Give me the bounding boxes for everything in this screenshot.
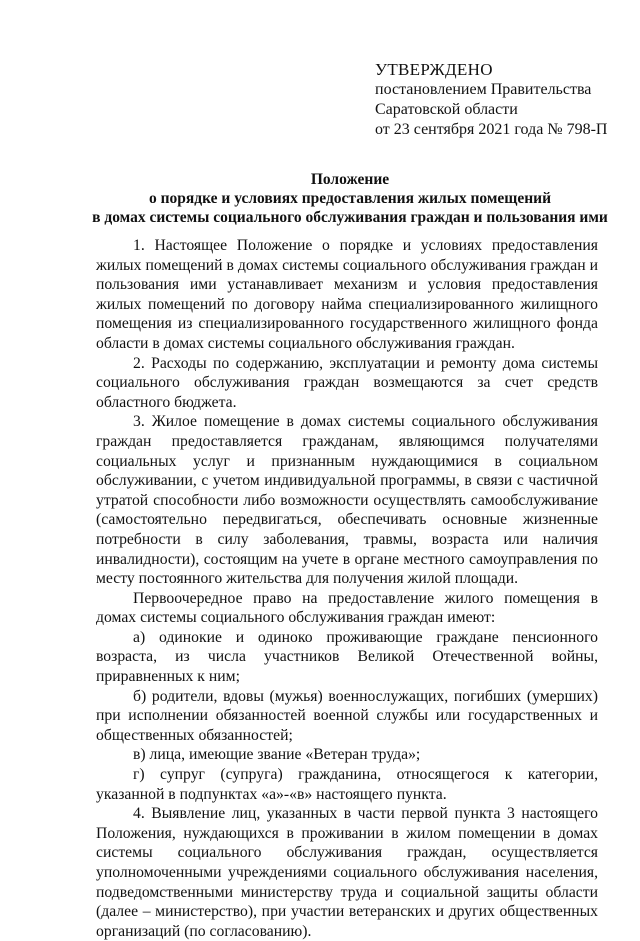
approval-line-3: от 23 сентября 2021 года № 798-П xyxy=(375,121,608,138)
title-line-1: Положение xyxy=(310,171,390,188)
approval-line-1: постановлением Правительства xyxy=(375,81,592,98)
paragraph-2: 2. Расходы по содержанию, эксплуатации и ремонту дома системы социального обслуживания граждан возмещаются за счет средств областного бюджета. xyxy=(96,354,598,411)
subitem-a: а) одинокие и одиноко проживающие граждане пенсионного возраста, из числа участников Великой Отечественной войны, приравненных к ним; xyxy=(96,628,598,686)
subitem-b: б) родители, вдовы (мужья) военнослужащих, погибших (умерших) при исполнении обязанностей военной службы или государственных и общественных обязанностей; xyxy=(96,687,598,744)
subitem-v: в) лица, имеющие звание «Ветеран труда»; xyxy=(133,746,421,764)
paragraph-1: 1. Настоящее Положение о порядке и условиях предоставления жилых помещений в домах системы социального обслуживания граждан и пользования ими устанавливает механизм и условия предоставления жилых помещений по договору найма специализированного жилищного помещения из специализированного государственного жилищного фонда области в домах системы социального обслуживания граждан. xyxy=(96,237,598,352)
document-body xyxy=(96,236,598,941)
approval-line-2: Саратовской области xyxy=(375,101,518,118)
paragraph-3: 3. Жилое помещение в домах системы социального обслуживания граждан предоставляется гражданам, являющимся получателями социальных услуг и признанным нуждающимися в социальном обслуживании, с учетом индивидуальной программы, в связи с частичной утратой способности либо возможности осуществлять самообслуживание (самостоятельно передвигаться, обеспечивать основные жизненные потребности в силу заболевания, травмы, возраста или наличия инвалидности), состоящим на учете в органе местного самоуправления по месту постоянного жительства для получения жилой площади. xyxy=(96,413,598,588)
title-line-3: в домах системы социального обслуживания граждан и пользования ими xyxy=(92,209,608,226)
subitem-g: г) супруг (супруга) гражданина, относящегося к категории, указанной в подпунктах «а»-«в» настоящего пункта. xyxy=(96,766,598,803)
paragraph-4: 4. Выявление лиц, указанных в части первой пункта 3 настоящего Положения, нуждающихся в проживании в жилом помещении в домах системы социального обслуживания граждан, осуществляется уполномоченными учреждениями социального обслуживания населения, подведомственными министерству труда и социальной защиты области (далее – министерство), при участии ветеранских и других общественных организаций (по согласованию). xyxy=(96,805,598,940)
paragraph-priority-right: Первоочередное право на предоставление жилого помещения в домах системы социального обслуживания граждан имеют: xyxy=(96,589,598,627)
approval-stamp xyxy=(375,60,607,140)
title-line-2: о порядке и условиях предоставления жилых помещений xyxy=(148,190,552,207)
document-title xyxy=(80,170,620,227)
approval-heading: УТВЕРЖДЕНО xyxy=(375,60,493,79)
